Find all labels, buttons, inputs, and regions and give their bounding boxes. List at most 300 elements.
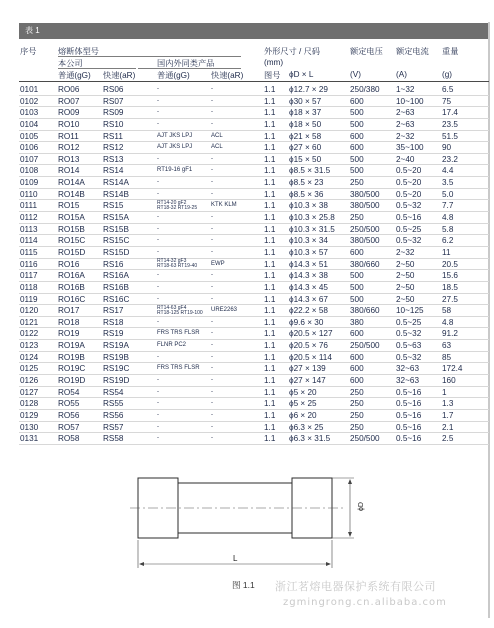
- table-row: [19, 317, 489, 329]
- row-seq: 0109: [20, 178, 39, 188]
- row-weight: 5.0: [442, 189, 454, 199]
- row-seq: 0111: [20, 201, 37, 211]
- row-model-ar: RS19: [103, 329, 124, 339]
- row-seq: 0127: [20, 387, 39, 397]
- row-weight: 160: [442, 376, 456, 386]
- row-weight: 7.7: [442, 201, 454, 211]
- row-weight: 23.2: [442, 154, 458, 164]
- row-model-gg: RO11: [58, 131, 79, 141]
- row-seq: 0118: [20, 282, 38, 292]
- row-seq: 0124: [20, 352, 39, 362]
- table-row: [19, 270, 489, 282]
- row-domestic-ar: -: [211, 237, 213, 244]
- header-fuse-model: 熔断体型号: [58, 47, 99, 56]
- row-current: 0.5~16: [396, 387, 422, 397]
- row-seq: 0108: [20, 166, 39, 176]
- header-dims: 外形尺寸 / 尺码: [264, 47, 320, 56]
- row-voltage: 500: [350, 294, 364, 304]
- row-domestic-gg: -: [157, 97, 159, 104]
- row-model-ar: RS19C: [103, 364, 130, 374]
- row-weight: 4.4: [442, 166, 454, 176]
- row-weight: 15.6: [442, 271, 458, 281]
- header-domestic-foreign: 国内外同类产品: [157, 59, 215, 68]
- row-domestic-gg: FRS TRS FLSR: [157, 365, 200, 372]
- row-current: 2~50: [396, 271, 415, 281]
- row-model-gg: RO55: [58, 399, 80, 409]
- row-current: 32~63: [396, 364, 419, 374]
- row-seq: 0110: [20, 189, 38, 199]
- row-fig: 1.1: [264, 282, 276, 292]
- table-row: [19, 422, 489, 434]
- row-domestic-gg-line1: RT14-20 gF2: [157, 199, 187, 206]
- row-domestic-ar: -: [211, 86, 213, 92]
- row-voltage: 500: [350, 108, 364, 118]
- row-voltage: 600: [350, 143, 364, 153]
- row-seq: 0114: [20, 236, 38, 246]
- row-model-gg: RO17: [58, 306, 80, 316]
- table-title: 表 1: [25, 26, 40, 35]
- row-voltage: 600: [350, 352, 364, 362]
- row-model-ar: RS15: [103, 201, 124, 211]
- row-model-gg: RO06: [58, 85, 80, 94]
- row-dimensions: ϕ6 × 20: [289, 410, 317, 420]
- row-domestic-gg: -: [157, 435, 159, 442]
- table-row: [19, 119, 489, 131]
- row-dimensions: ϕ8.5 × 31.5: [289, 166, 331, 176]
- row-fig: 1.1: [264, 387, 276, 397]
- row-model-gg: RO15: [58, 201, 80, 211]
- row-voltage: 380/660: [350, 259, 380, 269]
- row-seq: 0115: [20, 247, 38, 257]
- row-fig: 1.1: [264, 306, 276, 316]
- row-current: 0.5~16: [396, 434, 422, 444]
- row-domestic-ar: -: [211, 400, 213, 407]
- row-current: 2~50: [396, 259, 415, 269]
- figure-caption: 图 1.1: [232, 580, 255, 590]
- row-domestic-ar: -: [211, 109, 213, 116]
- row-fig: 1.1: [264, 224, 276, 234]
- row-model-ar: RS14A: [103, 178, 129, 188]
- row-domestic-gg: -: [157, 283, 159, 290]
- row-model-gg: RO16C: [58, 294, 86, 304]
- table-row: [19, 247, 489, 259]
- row-model-ar: RS57: [103, 422, 124, 432]
- row-voltage: 250: [350, 422, 364, 432]
- row-model-ar: RS12: [103, 143, 124, 153]
- row-voltage: 250/500: [350, 224, 380, 234]
- row-seq: 0123: [20, 341, 39, 351]
- row-seq: 0129: [20, 410, 39, 420]
- header-row-3: [19, 70, 489, 81]
- row-dimensions: ϕ20.5 × 127: [289, 329, 333, 339]
- row-fig: 1.1: [264, 143, 276, 153]
- row-dimensions: ϕ27 × 60: [289, 143, 322, 153]
- row-domestic-gg: -: [157, 400, 159, 407]
- row-domestic-ar: -: [211, 120, 213, 127]
- row-model-gg: RO14: [58, 166, 80, 176]
- row-domestic-gg: -: [157, 225, 159, 232]
- row-weight: 85: [442, 352, 452, 362]
- row-model-gg: RO14A: [58, 178, 85, 188]
- header-underline-model: [58, 56, 241, 57]
- row-seq: 0131: [20, 434, 39, 444]
- row-dimensions: ϕ21 × 58: [289, 131, 322, 141]
- row-dimensions: ϕ14.3 × 67: [289, 294, 328, 304]
- row-current: 0.5~16: [396, 422, 422, 432]
- row-domestic-gg: -: [157, 377, 159, 384]
- row-dimensions: ϕ6.3 × 25: [289, 422, 324, 432]
- row-current: 10~100: [396, 96, 424, 106]
- row-model-gg: RO16: [58, 259, 80, 269]
- row-voltage: 250: [350, 213, 364, 223]
- row-model-gg: RO54: [58, 387, 80, 397]
- row-voltage: 380/500: [350, 236, 380, 246]
- row-dimensions: ϕ20.5 × 114: [289, 352, 332, 362]
- row-current: 0.5~16: [396, 213, 422, 223]
- row-current: 2~32: [396, 131, 415, 141]
- row-current: 1~32: [396, 85, 415, 94]
- row-fig: 1.1: [264, 294, 276, 304]
- row-model-ar: RS11: [103, 131, 123, 141]
- row-voltage: 600: [350, 247, 364, 257]
- row-dimensions: ϕ27 × 139: [289, 364, 326, 374]
- row-current: 0.5~63: [396, 341, 422, 351]
- row-domestic-ar: -: [211, 167, 213, 174]
- row-fig: 1.1: [264, 410, 276, 420]
- row-domestic-ar: -: [211, 342, 213, 349]
- row-current: 0.5~25: [396, 317, 422, 327]
- row-voltage: 250: [350, 410, 364, 420]
- row-voltage: 500: [350, 119, 364, 129]
- row-domestic-ar: -: [211, 365, 213, 372]
- table-row: [19, 294, 489, 306]
- row-model-gg: RO19A: [58, 341, 85, 351]
- table-row: [19, 131, 489, 143]
- row-domestic-gg: -: [157, 237, 159, 244]
- row-dimensions: ϕ27 × 147: [289, 376, 326, 386]
- row-model-gg: RO19C: [58, 364, 86, 374]
- row-model-gg: RO57: [58, 422, 80, 432]
- row-fig: 1.1: [264, 352, 276, 362]
- row-domestic-gg: -: [157, 295, 159, 302]
- row-model-gg: RO10: [58, 119, 80, 129]
- row-voltage: 600: [350, 329, 364, 339]
- row-seq: 0116: [20, 259, 38, 269]
- row-domestic-ar: -: [211, 283, 213, 290]
- row-domestic-ar: -: [211, 330, 213, 337]
- row-voltage: 250: [350, 178, 364, 188]
- row-model-gg: RO15B: [58, 224, 85, 234]
- row-seq: 0121: [20, 317, 39, 327]
- row-domestic-ar: -: [211, 248, 213, 255]
- row-weight: 4.8: [442, 317, 454, 327]
- row-fig: 1.1: [264, 178, 276, 188]
- watermark-url: zgmingrong.cn.alibaba.com: [283, 597, 447, 608]
- row-dimensions: ϕ6.3 × 31.5: [289, 434, 331, 444]
- row-domestic-ar: -: [211, 388, 213, 395]
- row-fig: 1.1: [264, 131, 276, 141]
- row-weight: 23.5: [442, 119, 458, 129]
- row-weight: 75: [442, 96, 452, 106]
- row-voltage: 600: [350, 131, 364, 141]
- row-fig: 1.1: [264, 259, 276, 269]
- row-fig: 1.1: [264, 108, 276, 118]
- row-weight: 90: [442, 143, 452, 153]
- table-row: [19, 212, 489, 224]
- table-row: [19, 142, 489, 154]
- row-seq: 0102: [20, 96, 39, 106]
- row-dimensions: ϕ10.3 × 57: [289, 247, 328, 257]
- row-dimensions: ϕ10.3 × 38: [289, 201, 328, 211]
- row-current: 0.5~20: [396, 166, 422, 176]
- row-domestic-ar: -: [211, 179, 213, 186]
- table-row: [19, 363, 489, 375]
- row-model-gg: RO19D: [58, 376, 86, 386]
- header-dxl: ϕD × L: [289, 70, 314, 79]
- row-model-gg: RO58: [58, 434, 80, 444]
- row-fig: 1.1: [264, 317, 276, 327]
- row-current: 2~63: [396, 119, 415, 129]
- row-fig: 1.1: [264, 422, 276, 432]
- row-dimensions: ϕ5 × 25: [289, 399, 317, 409]
- row-fig: 1.1: [264, 166, 276, 176]
- row-fig: 1.1: [264, 201, 276, 211]
- header-voltage-unit: (V): [350, 70, 361, 79]
- dimension-d-label: ϕD: [358, 502, 365, 511]
- table-row: [19, 282, 489, 294]
- row-fig: 1.1: [264, 376, 276, 386]
- row-seq: 0112: [20, 213, 38, 223]
- header-dims-unit: (mm): [264, 58, 284, 67]
- row-voltage: 380: [350, 317, 364, 327]
- row-voltage: 500: [350, 154, 364, 164]
- row-weight: 18.5: [442, 282, 458, 292]
- row-model-gg: RO15D: [58, 247, 86, 257]
- row-model-ar: RS13: [103, 154, 124, 164]
- row-domestic-ar: -: [211, 377, 213, 384]
- row-model-ar: RS19B: [103, 352, 129, 362]
- row-model-gg: RO56: [58, 410, 80, 420]
- row-model-ar: RS07: [103, 96, 124, 106]
- row-weight: 27.5: [442, 294, 458, 304]
- row-model-ar: RS15C: [103, 236, 130, 246]
- row-domestic-gg: -: [157, 353, 159, 360]
- row-seq: 0119: [20, 294, 38, 304]
- row-model-gg: RO19B: [58, 352, 85, 362]
- row-model-ar: RS19A: [103, 341, 129, 351]
- row-model-ar: RS14: [103, 166, 124, 176]
- row-weight: 2.5: [442, 434, 454, 444]
- row-voltage: 600: [350, 364, 364, 374]
- table-row: [19, 328, 489, 340]
- row-seq: 0107: [20, 154, 39, 164]
- row-domestic-gg: -: [157, 120, 159, 127]
- row-fig: 1.1: [264, 154, 276, 164]
- row-current: 2~50: [396, 294, 415, 304]
- row-voltage: 250/500: [350, 341, 380, 351]
- table-row: [19, 340, 489, 352]
- row-model-ar: RS14B: [103, 189, 129, 199]
- row-current: 0.5~16: [396, 410, 422, 420]
- row-weight: 11: [442, 247, 451, 257]
- row-voltage: 250: [350, 387, 364, 397]
- header-seq: 序号: [20, 47, 37, 56]
- row-seq: 0122: [20, 329, 39, 339]
- row-domestic-ar: -: [211, 423, 213, 430]
- row-weight: 58: [442, 306, 452, 316]
- header-company: 本公司: [58, 59, 83, 68]
- row-current: 0.5~32: [396, 236, 422, 246]
- row-weight: 6.5: [442, 85, 454, 94]
- row-dimensions: ϕ10.3 × 25.8: [289, 213, 335, 223]
- row-voltage: 250: [350, 399, 364, 409]
- row-domestic-gg: FRS TRS FLSR: [157, 330, 200, 337]
- row-domestic-ar: -: [211, 225, 213, 232]
- header-weight: 重量: [442, 47, 459, 56]
- row-model-gg: RO07: [58, 96, 80, 106]
- row-domestic-gg-line1: RT14-63 gF4: [157, 304, 187, 311]
- row-weight: 6.2: [442, 236, 454, 246]
- row-seq: 0104: [20, 119, 39, 129]
- table-row: [19, 235, 489, 247]
- row-current: 0.5~32: [396, 201, 422, 211]
- row-current: 10~125: [396, 306, 424, 316]
- table-row: [19, 398, 489, 410]
- row-domestic-gg: -: [157, 423, 159, 430]
- row-model-ar: RS16: [103, 259, 124, 269]
- row-weight: 3.5: [442, 178, 454, 188]
- watermark-company: 浙江茗熔电器保护系统有限公司: [275, 580, 436, 593]
- table-row: [19, 352, 489, 364]
- row-voltage: 380/660: [350, 306, 380, 316]
- row-model-ar: RS16C: [103, 294, 130, 304]
- row-dimensions: ϕ8.5 × 36: [289, 189, 324, 199]
- row-domestic-ar: -: [211, 353, 213, 360]
- row-seq: 0125: [20, 364, 39, 374]
- row-current: 0.5~20: [396, 189, 422, 199]
- row-current: 0.5~25: [396, 224, 422, 234]
- row-domestic-gg: RT19-16 gF1: [157, 167, 193, 174]
- row-domestic-gg: -: [157, 179, 159, 186]
- row-domestic-gg: -: [157, 109, 159, 116]
- header-current-unit: (A): [396, 70, 407, 79]
- row-voltage: 380/500: [350, 201, 380, 211]
- row-weight: 1: [442, 387, 447, 397]
- row-model-ar: RS16A: [103, 271, 129, 281]
- table-title-bar: [19, 23, 489, 39]
- row-dimensions: ϕ9.6 × 30: [289, 317, 324, 327]
- row-domestic-gg: -: [157, 388, 159, 395]
- row-fig: 1.1: [264, 434, 276, 444]
- row-domestic-gg: -: [157, 86, 159, 92]
- row-domestic-ar: -: [211, 318, 213, 325]
- row-weight: 51.5: [442, 131, 458, 141]
- row-seq: 0113: [20, 224, 38, 234]
- table-row: [19, 96, 489, 108]
- table-row: [19, 433, 489, 445]
- table-row: [19, 84, 489, 96]
- row-dimensions: ϕ10.3 × 31.5: [289, 224, 335, 234]
- row-domestic-ar: -: [211, 190, 213, 197]
- row-fig: 1.1: [264, 399, 276, 409]
- row-domestic-ar: ACL: [211, 144, 223, 151]
- row-domestic-ar: URE2263: [211, 307, 238, 314]
- row-domestic-gg: AJT JKS LPJ: [157, 144, 193, 151]
- row-model-ar: RS17: [103, 306, 124, 316]
- header-normal-gg-1: 普通(gG): [58, 71, 91, 80]
- row-model-ar: RS16B: [103, 282, 129, 292]
- row-current: 0.5~16: [396, 399, 422, 409]
- row-weight: 63: [442, 341, 452, 351]
- row-dimensions: ϕ30 × 57: [289, 96, 322, 106]
- table-row: [19, 410, 489, 422]
- row-model-gg: RO15A: [58, 213, 85, 223]
- row-seq: 0103: [20, 108, 39, 118]
- table-row: [19, 107, 489, 119]
- row-voltage: 600: [350, 96, 364, 106]
- row-domestic-gg: -: [157, 155, 159, 162]
- row-weight: 1.3: [442, 399, 454, 409]
- row-seq: 0101: [20, 85, 39, 94]
- row-fig: 1.1: [264, 341, 276, 351]
- row-domestic-gg: FLNR PC2: [157, 342, 187, 349]
- row-domestic-ar: KTK KLM: [211, 202, 237, 209]
- row-current: 2~63: [396, 108, 415, 118]
- row-model-gg: RO19: [58, 329, 80, 339]
- row-domestic-ar: -: [211, 272, 213, 279]
- row-domestic-gg: -: [157, 318, 159, 325]
- table-row: [19, 154, 489, 166]
- row-fig: 1.1: [264, 329, 276, 339]
- row-current: 35~100: [396, 143, 424, 153]
- row-voltage: 600: [350, 376, 364, 386]
- row-voltage: 250/500: [350, 434, 380, 444]
- row-weight: 1.7: [442, 410, 454, 420]
- header-weight-unit: (g): [442, 70, 453, 79]
- row-dimensions: ϕ14.3 × 45: [289, 282, 328, 292]
- row-current: 2~40: [396, 154, 415, 164]
- row-domestic-gg-line2: RT18-125 RT19-100: [157, 309, 203, 316]
- row-domestic-gg-line2: RT18-63 RT19-40: [157, 263, 198, 270]
- header-fast-ar-1: 快速(aR): [103, 71, 136, 80]
- row-model-gg: RO16A: [58, 271, 85, 281]
- table-row: [19, 387, 489, 399]
- row-domestic-ar: -: [211, 214, 213, 221]
- data-table-body: [19, 84, 489, 445]
- row-fig: 1.1: [264, 119, 276, 129]
- row-domestic-gg: -: [157, 214, 159, 221]
- row-domestic-gg: AJT JKS LPJ: [157, 132, 193, 139]
- row-current: 0.5~32: [396, 352, 422, 362]
- row-model-ar: RS10: [103, 119, 124, 129]
- row-model-ar: RS18: [103, 317, 124, 327]
- row-current: 32~63: [396, 376, 419, 386]
- row-dimensions: ϕ20.5 × 76: [289, 341, 328, 351]
- row-domestic-ar: -: [211, 411, 213, 418]
- row-dimensions: ϕ5 × 20: [289, 387, 317, 397]
- dimension-l-label: L: [233, 554, 238, 563]
- row-model-ar: RS15D: [103, 247, 130, 257]
- row-weight: 2.1: [442, 422, 454, 432]
- row-model-ar: RS15B: [103, 224, 129, 234]
- row-model-gg: RO16B: [58, 282, 85, 292]
- header-normal-gg-2: 普通(gG): [157, 71, 190, 80]
- header-underline-company: [58, 68, 136, 69]
- row-fig: 1.1: [264, 96, 276, 106]
- row-fig: 1.1: [264, 189, 276, 199]
- table-row: [19, 165, 489, 177]
- row-model-gg: RO13: [58, 154, 80, 164]
